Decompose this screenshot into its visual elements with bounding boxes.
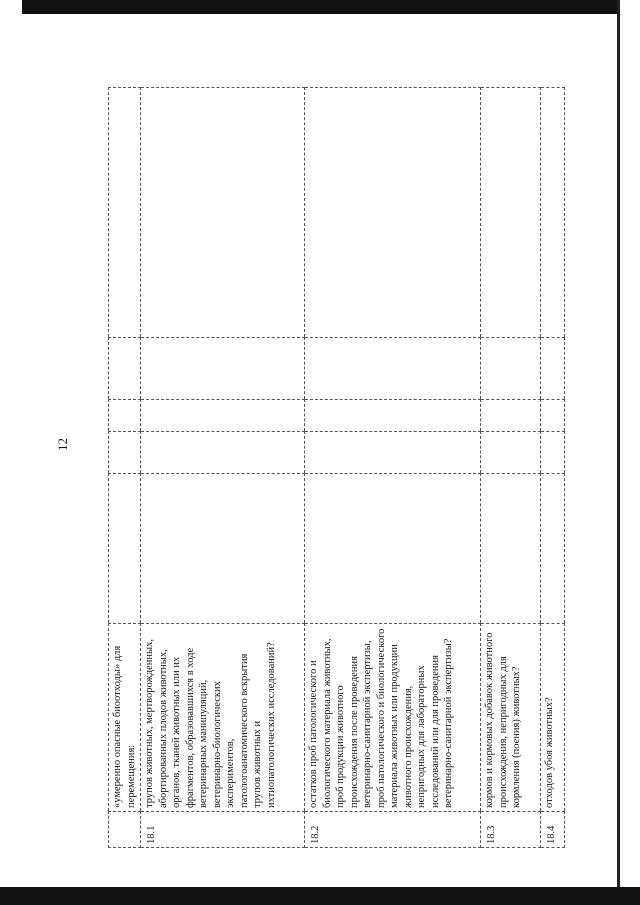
table-row — [109, 88, 141, 848]
checklist-table — [108, 88, 562, 848]
row-number: 18.3 — [481, 812, 541, 848]
table-cell — [305, 338, 481, 400]
page-number: 12 — [55, 438, 70, 451]
table-cell — [481, 88, 541, 338]
table-row — [141, 88, 305, 848]
row-number — [109, 812, 141, 848]
table-cell — [541, 88, 565, 338]
table-cell — [109, 338, 141, 400]
table-row — [305, 88, 481, 848]
table-cell — [141, 474, 305, 624]
scan-right-edge — [617, 0, 620, 890]
row-number: 18.4 — [541, 812, 565, 848]
table-cell — [109, 88, 141, 338]
question-text: трупов животных, мертворожденных, абортированных плодов животных, органов, тканей животных или их фрагментов, образовавшихся в ходе ветеринарных манипуляций, ветеринарно-биологических экспериментов, патологоанатомического вскрытия трупов животных и ихтиопатологических исследований? — [141, 624, 305, 812]
table-cell — [541, 338, 565, 400]
table-cell — [541, 400, 565, 432]
question-text: кормов и кормовых добавок животного происхождения, непригодных для кормления (поения) животных? — [481, 624, 541, 812]
row-number: 18.1 — [141, 812, 305, 848]
scan-bottom-edge — [0, 887, 640, 905]
row-number: 18.2 — [305, 812, 481, 848]
table-cell — [109, 432, 141, 474]
table-row — [481, 88, 541, 848]
table-cell — [305, 474, 481, 624]
table-cell — [481, 474, 541, 624]
table-cell — [481, 400, 541, 432]
question-text: остатков проб патологического и биологического материала животных, проб продукции животного происхождения после проведения ветеринарно-санитарной экспертизы, проб патологического и биологического материала животных или продукции животного происхождения, непригодных для лабораторных исследований или для проведения ветеринарно-санитарной экспертизы? — [305, 624, 481, 812]
table-cell — [141, 88, 305, 338]
table-cell — [541, 474, 565, 624]
table-cell — [481, 432, 541, 474]
scan-top-edge — [22, 0, 618, 14]
table-cell — [141, 338, 305, 400]
table-cell — [481, 338, 541, 400]
table-cell — [305, 432, 481, 474]
table-cell — [305, 400, 481, 432]
table-cell — [305, 88, 481, 338]
table-cell — [541, 432, 565, 474]
table-cell — [109, 400, 141, 432]
table-row — [541, 88, 565, 848]
question-text: «умеренно опасные биоотходы» для перемещения: — [109, 624, 141, 812]
table-cell — [141, 400, 305, 432]
table-cell — [109, 474, 141, 624]
question-text: отходов убоя животных? — [541, 624, 565, 812]
table-cell — [141, 432, 305, 474]
